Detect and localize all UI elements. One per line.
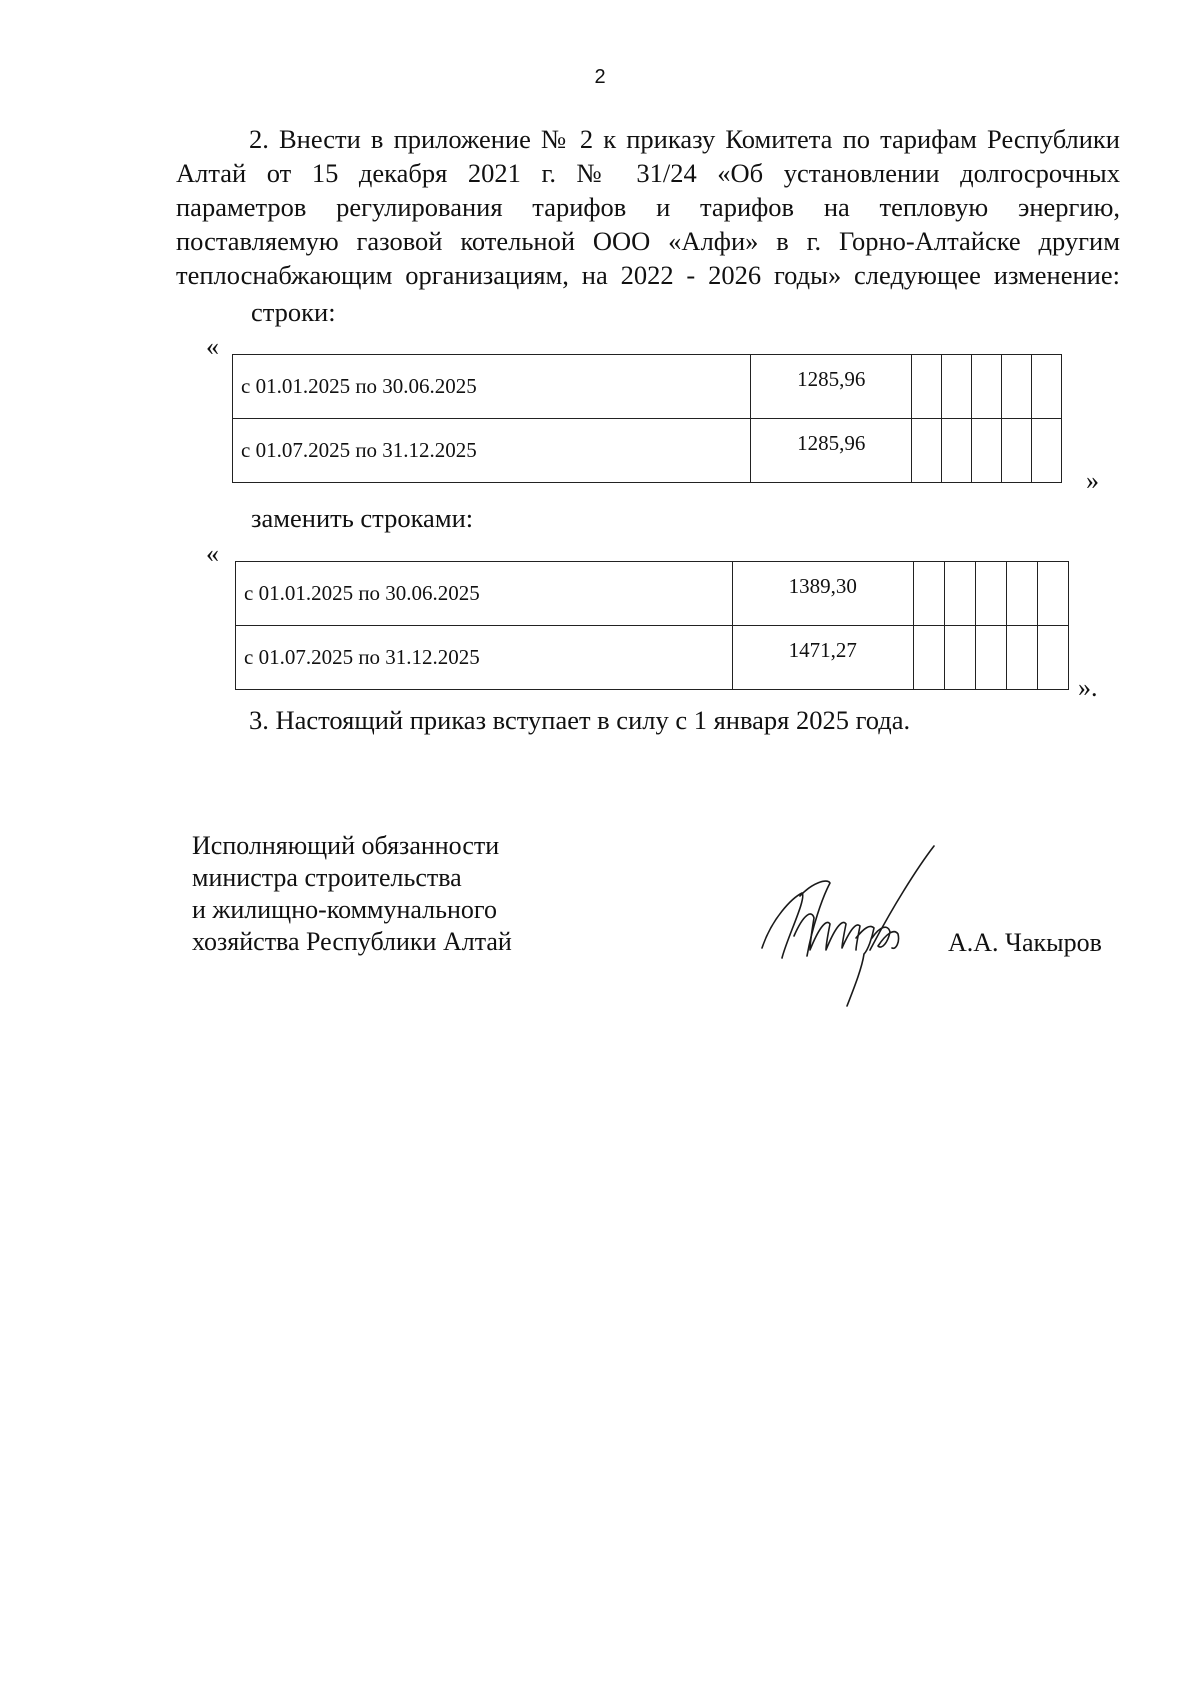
- empty-cell: [1002, 419, 1032, 483]
- tariff-value-cell: 1285,96: [751, 419, 912, 483]
- empty-cell: [1006, 626, 1037, 690]
- item-2-line: Алтай от 15 декабря 2021 г. № 31/24 «Об установлении долгосрочных: [176, 158, 1120, 188]
- signatory-title-line: хозяйства Республики Алтай: [192, 927, 512, 956]
- empty-cell: [1037, 626, 1068, 690]
- item-2-line: параметров регулирования тарифов и тарифов на тепловую энергию,: [176, 192, 1120, 222]
- quote-open-old: «: [206, 332, 219, 361]
- signatory-title-line: министра строительства: [192, 863, 462, 892]
- new-rows-label: заменить строками:: [251, 503, 474, 533]
- tariff-value-cell: 1471,27: [732, 626, 913, 690]
- empty-cell: [913, 562, 944, 626]
- empty-cell: [1032, 419, 1062, 483]
- signatory-title: [192, 830, 512, 958]
- item-2-line: 2. Внести в приложение № 2 к приказу Комитета по тарифам Республики: [249, 124, 1120, 154]
- empty-cell: [913, 626, 944, 690]
- tariff-value-cell: 1389,30: [732, 562, 913, 626]
- item-3-paragraph: 3. Настоящий приказ вступает в силу с 1 января 2025 года.: [249, 705, 911, 735]
- empty-cell: [942, 419, 972, 483]
- empty-cell: [912, 419, 942, 483]
- empty-cell: [1006, 562, 1037, 626]
- empty-cell: [944, 626, 975, 690]
- quote-close-new: ».: [1078, 673, 1098, 702]
- empty-cell: [944, 562, 975, 626]
- quote-close-old: »: [1086, 466, 1099, 495]
- old-rows-table: [232, 354, 1062, 483]
- table-row: [233, 355, 1062, 419]
- signer-name: А.А. Чакыров: [948, 928, 1102, 957]
- item-2-line: теплоснабжающим организациям, на 2022 - 2026 годы» следующее изменение:: [176, 260, 1120, 290]
- empty-cell: [1037, 562, 1068, 626]
- item-2-paragraph: [176, 122, 1120, 292]
- handwritten-signature: [752, 838, 952, 1013]
- empty-cell: [912, 355, 942, 419]
- empty-cell: [972, 419, 1002, 483]
- page-number: 2: [594, 66, 606, 88]
- table-row: [236, 626, 1069, 690]
- empty-cell: [975, 562, 1006, 626]
- empty-cell: [975, 626, 1006, 690]
- item-2-line: поставляемую газовой котельной ООО «Алфи» в г. Горно-Алтайске другим: [176, 226, 1120, 256]
- table-row: [233, 419, 1062, 483]
- table-row: [236, 562, 1069, 626]
- empty-cell: [1032, 355, 1062, 419]
- empty-cell: [972, 355, 1002, 419]
- empty-cell: [1002, 355, 1032, 419]
- period-cell: с 01.01.2025 по 30.06.2025: [236, 562, 733, 626]
- period-cell: с 01.07.2025 по 31.12.2025: [233, 419, 751, 483]
- period-cell: с 01.01.2025 по 30.06.2025: [233, 355, 751, 419]
- empty-cell: [942, 355, 972, 419]
- tariff-value-cell: 1285,96: [751, 355, 912, 419]
- signatory-title-line: и жилищно-коммунального: [192, 895, 497, 924]
- old-rows-label: строки:: [251, 297, 336, 327]
- new-rows-table: [235, 561, 1069, 690]
- period-cell: с 01.07.2025 по 31.12.2025: [236, 626, 733, 690]
- signatory-title-line: Исполняющий обязанности: [192, 831, 500, 860]
- quote-open-new: «: [206, 539, 219, 568]
